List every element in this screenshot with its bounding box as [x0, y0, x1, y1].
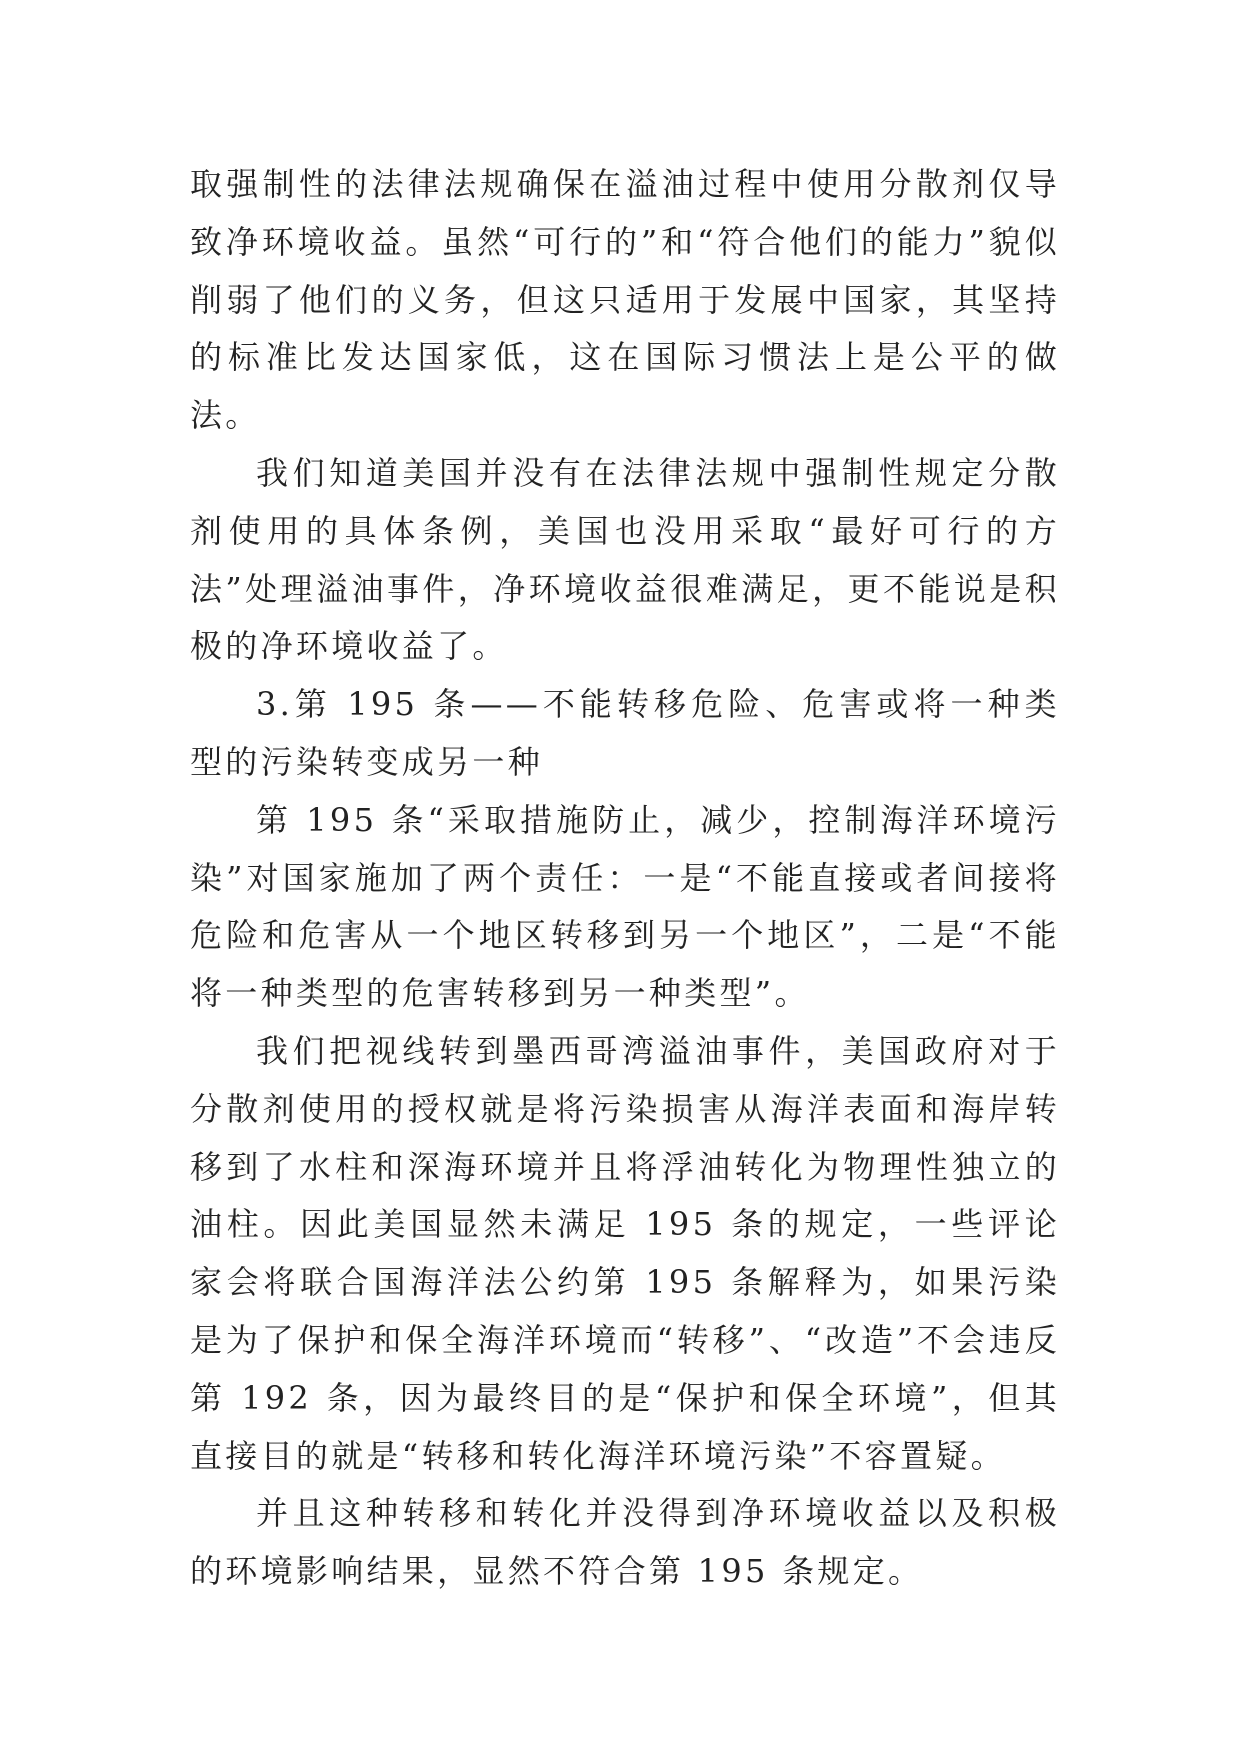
paragraph-article-195-duties: 第 195 条“采取措施防止，减少，控制海洋环境污染”对国家施加了两个责任：一是“不能直接或者间接将危险和危害从一个地区转移到另一个地区”，二是“不能将一种类型的危害转移到另一种类型”。	[190, 800, 1060, 1013]
paragraph-continuation: 取强制性的法律法规确保在溢油过程中使用分散剂仅导致净环境收益。虽然“可行的”和“符合他们的能力”貌似削弱了他们的义务，但这只适用于发展中国家，其坚持的标准比发达国家低，这在国际习惯法上是公平的做法。	[190, 165, 1060, 435]
document-body	[190, 156, 1060, 1601]
section-heading-article-195: 3.第 195 条——不能转移危险、危害或将一种类型的污染转变成另一种	[190, 685, 1060, 781]
paragraph-conclusion: 并且这种转移和转化并没得到净环境收益以及积极的环境影响结果，显然不符合第 195 条规定。	[190, 1494, 1060, 1591]
paragraph-us-dispersant-regulation: 我们知道美国并没有在法律法规中强制性规定分散剂使用的具体条例，美国也没用采取“最好可行的方法”处理溢油事件，净环境收益很难满足，更不能说是积极的净环境收益了。	[190, 453, 1060, 666]
paragraph-gulf-of-mexico-spill: 我们把视线转到墨西哥湾溢油事件，美国政府对于分散剂使用的授权就是将污染损害从海洋表面和海岸转移到了水柱和深海环境并且将浮油转化为物理性独立的油柱。因此美国显然未满足 195 条的规定，一些评论家会将联合国海洋法公约第 195 条解释为，如果污染是为了保护和保全海洋环境而“转移”、“改造”不会违反第 192 条，因为最终目的是“保护和保全环境”，但其直接目的就是“转移和转化海洋环境污染”不容置疑。	[190, 1031, 1060, 1475]
